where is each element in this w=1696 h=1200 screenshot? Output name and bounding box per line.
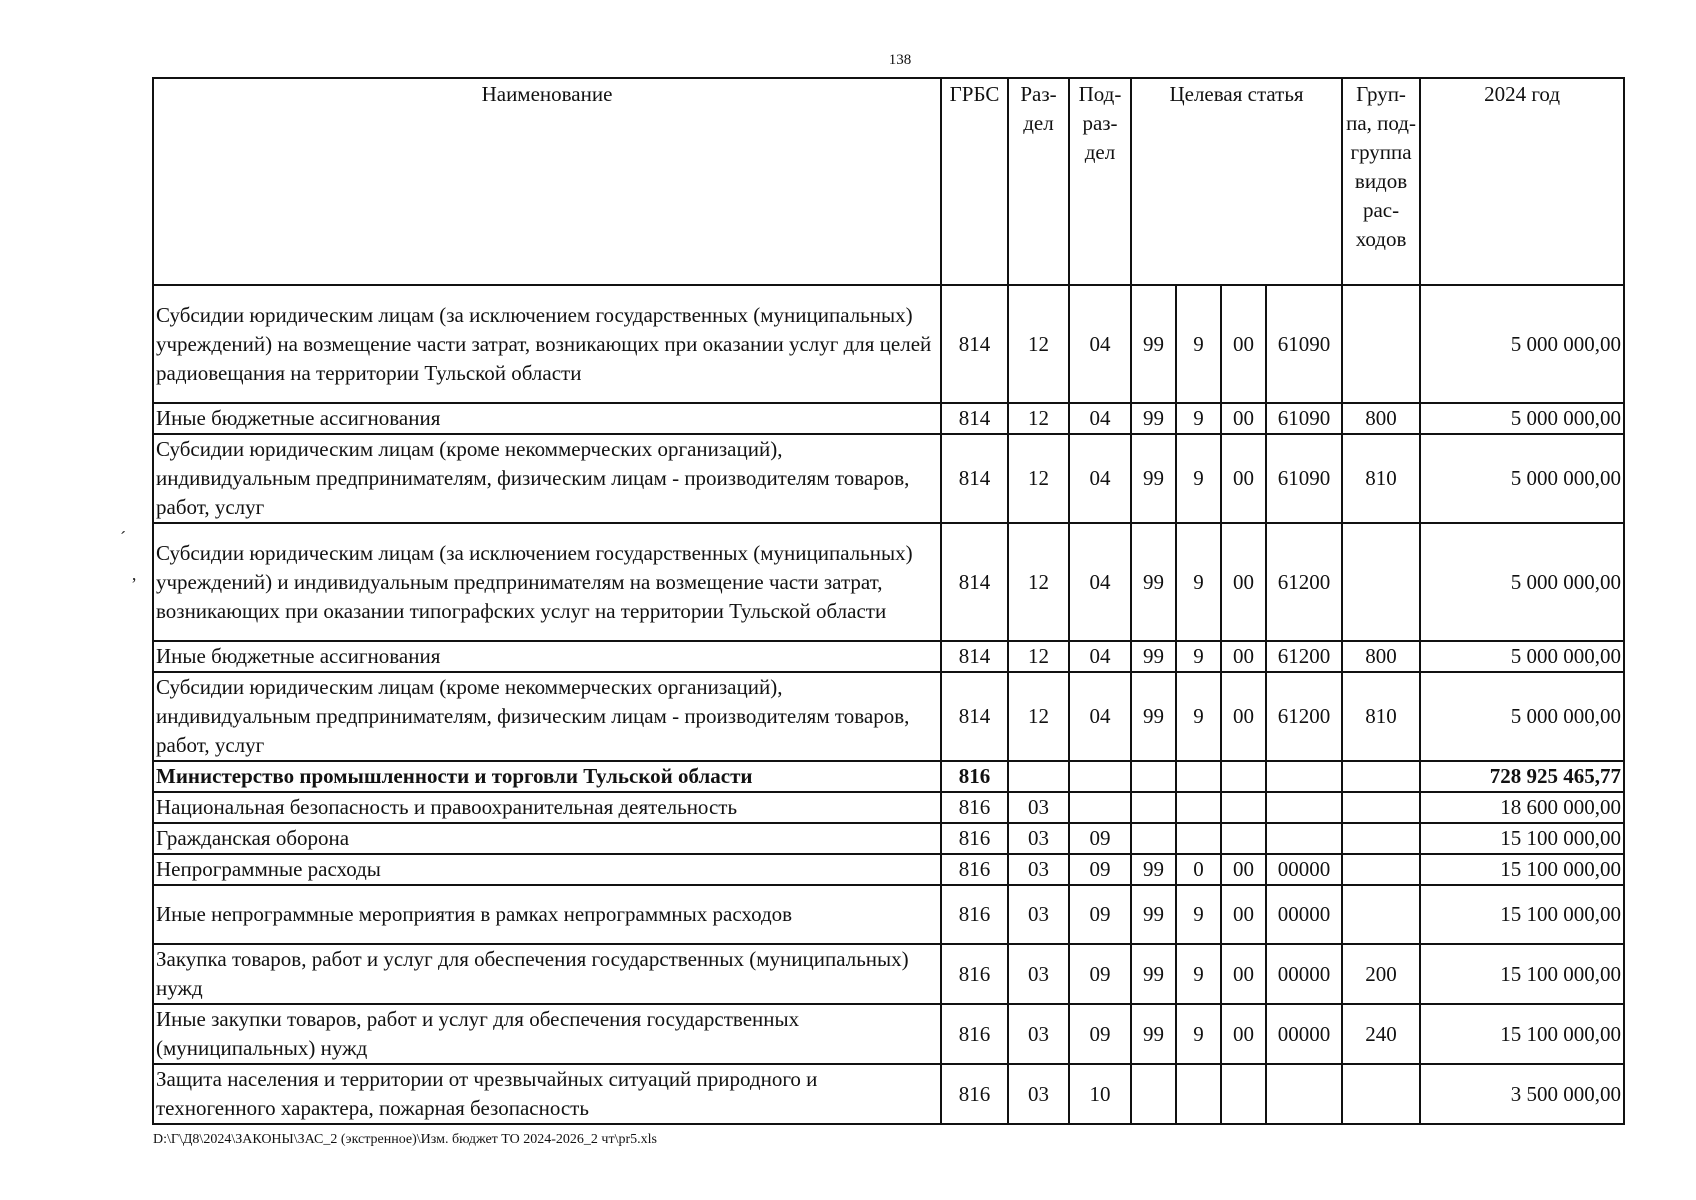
- cell-target-subdirection: 00: [1221, 944, 1266, 1004]
- table-row: [153, 1004, 1624, 1064]
- cell-amount: 5 000 000,00: [1420, 672, 1624, 761]
- cell-amount: 15 100 000,00: [1420, 885, 1624, 944]
- cell-grbs: 814: [941, 434, 1008, 523]
- cell-razdel: 12: [1008, 434, 1069, 523]
- cell-grbs: 816: [941, 1064, 1008, 1124]
- cell-expense-group: 200: [1342, 944, 1420, 1004]
- cell-target-direction: [1176, 761, 1221, 792]
- cell-target-direction: [1176, 792, 1221, 823]
- cell-grbs: 816: [941, 854, 1008, 885]
- cell-name: Иные непрограммные мероприятия в рамках непрограммных расходов: [153, 885, 941, 944]
- header-podrazdel: Под- раз- дел: [1069, 78, 1131, 285]
- cell-grbs: 814: [941, 672, 1008, 761]
- cell-target-subdirection: 00: [1221, 672, 1266, 761]
- table-row: [153, 285, 1624, 403]
- cell-target-subdirection: [1221, 1064, 1266, 1124]
- cell-target-subdirection: 00: [1221, 1004, 1266, 1064]
- cell-target-code: [1266, 823, 1342, 854]
- table-row-ministry: [153, 761, 1624, 792]
- cell-name: Закупка товаров, работ и услуг для обеспечения государственных (муниципальных) нужд: [153, 944, 941, 1004]
- cell-target-program: 99: [1131, 641, 1176, 672]
- cell-target-code: [1266, 761, 1342, 792]
- cell-razdel: 12: [1008, 641, 1069, 672]
- cell-grbs: 816: [941, 761, 1008, 792]
- cell-expense-group: [1342, 285, 1420, 403]
- cell-target-direction: 9: [1176, 885, 1221, 944]
- cell-grbs: 814: [941, 523, 1008, 641]
- cell-amount: 15 100 000,00: [1420, 854, 1624, 885]
- cell-razdel: [1008, 761, 1069, 792]
- cell-name: Субсидии юридическим лицам (кроме некоммерческих организаций), индивидуальным предпринимателям, физическим лицам - производителям товаров, работ, услуг: [153, 672, 941, 761]
- cell-razdel: 03: [1008, 1004, 1069, 1064]
- cell-target-code: 61200: [1266, 523, 1342, 641]
- cell-amount: 5 000 000,00: [1420, 285, 1624, 403]
- cell-podrazdel: 09: [1069, 885, 1131, 944]
- cell-amount: 3 500 000,00: [1420, 1064, 1624, 1124]
- cell-grbs: 816: [941, 885, 1008, 944]
- table-body: [153, 285, 1624, 1124]
- cell-name: Иные бюджетные ассигнования: [153, 403, 941, 434]
- cell-target-code: 61200: [1266, 672, 1342, 761]
- cell-name: Непрограммные расходы: [153, 854, 941, 885]
- cell-expense-group: [1342, 1064, 1420, 1124]
- cell-target-direction: 0: [1176, 854, 1221, 885]
- table-row: [153, 434, 1624, 523]
- cell-target-direction: 9: [1176, 523, 1221, 641]
- cell-target-program: 99: [1131, 672, 1176, 761]
- cell-podrazdel: 09: [1069, 823, 1131, 854]
- cell-target-code: 61090: [1266, 285, 1342, 403]
- cell-amount: 15 100 000,00: [1420, 1004, 1624, 1064]
- cell-amount: 5 000 000,00: [1420, 523, 1624, 641]
- cell-expense-group: 240: [1342, 1004, 1420, 1064]
- cell-expense-group: [1342, 792, 1420, 823]
- cell-podrazdel: 09: [1069, 1004, 1131, 1064]
- header-expense-group: Груп- па, под- группа видов рас- ходов: [1342, 78, 1420, 285]
- cell-target-code: 61090: [1266, 403, 1342, 434]
- table-row: [153, 854, 1624, 885]
- header-target-article: Целевая статья: [1131, 78, 1342, 285]
- footer-file-path: D:\Г\Д8\2024\ЗАКОНЫ\ЗАС_2 (экстренное)\Изм. бюджет ТО 2024-2026_2 чт\pr5.xls: [153, 1132, 657, 1147]
- cell-razdel: 03: [1008, 823, 1069, 854]
- page-number: 138: [888, 52, 912, 68]
- cell-name: Иные бюджетные ассигнования: [153, 641, 941, 672]
- cell-grbs: 816: [941, 792, 1008, 823]
- cell-podrazdel: 09: [1069, 854, 1131, 885]
- cell-target-direction: 9: [1176, 434, 1221, 523]
- budget-table: [152, 77, 1625, 1125]
- cell-razdel: 03: [1008, 854, 1069, 885]
- cell-target-code: 61090: [1266, 434, 1342, 523]
- header-grbs: ГРБС: [941, 78, 1008, 285]
- cell-grbs: 814: [941, 403, 1008, 434]
- cell-razdel: 03: [1008, 944, 1069, 1004]
- cell-target-direction: 9: [1176, 285, 1221, 403]
- cell-name: Национальная безопасность и правоохранительная деятельность: [153, 792, 941, 823]
- cell-expense-group: 800: [1342, 403, 1420, 434]
- cell-podrazdel: [1069, 792, 1131, 823]
- cell-expense-group: 800: [1342, 641, 1420, 672]
- cell-grbs: 816: [941, 823, 1008, 854]
- cell-target-program: 99: [1131, 944, 1176, 1004]
- cell-target-subdirection: 00: [1221, 854, 1266, 885]
- table-row: [153, 1064, 1624, 1124]
- cell-target-program: 99: [1131, 434, 1176, 523]
- cell-amount: 5 000 000,00: [1420, 403, 1624, 434]
- cell-grbs: 814: [941, 285, 1008, 403]
- cell-target-code: 00000: [1266, 885, 1342, 944]
- cell-target-subdirection: 00: [1221, 403, 1266, 434]
- cell-name: Гражданская оборона: [153, 823, 941, 854]
- cell-target-direction: 9: [1176, 672, 1221, 761]
- cell-target-direction: 9: [1176, 641, 1221, 672]
- cell-podrazdel: 04: [1069, 641, 1131, 672]
- cell-name: Субсидии юридическим лицам (кроме некоммерческих организаций), индивидуальным предпринимателям, физическим лицам - производителям товаров, работ, услуг: [153, 434, 941, 523]
- cell-target-subdirection: 00: [1221, 285, 1266, 403]
- table-row: [153, 641, 1624, 672]
- cell-name: Субсидии юридическим лицам (за исключением государственных (муниципальных) учреждений) и индивидуальным предпринимателям на возмещение части затрат, возникающих при оказании типографских услуг на территории Тульской области: [153, 523, 941, 641]
- cell-razdel: 03: [1008, 792, 1069, 823]
- cell-expense-group: [1342, 885, 1420, 944]
- cell-expense-group: [1342, 523, 1420, 641]
- cell-target-code: [1266, 1064, 1342, 1124]
- cell-target-subdirection: 00: [1221, 434, 1266, 523]
- cell-target-program: [1131, 792, 1176, 823]
- cell-name: Защита населения и территории от чрезвычайных ситуаций природного и техногенного характера, пожарная безопасность: [153, 1064, 941, 1124]
- cell-target-code: 00000: [1266, 854, 1342, 885]
- cell-name: Субсидии юридическим лицам (за исключением государственных (муниципальных) учреждений) на возмещение части затрат, возникающих при оказании услуг для целей радиовещания на территории Тульской области: [153, 285, 941, 403]
- cell-target-code: 00000: [1266, 944, 1342, 1004]
- cell-razdel: 12: [1008, 403, 1069, 434]
- cell-target-code: [1266, 792, 1342, 823]
- cell-razdel: 12: [1008, 672, 1069, 761]
- cell-podrazdel: 04: [1069, 672, 1131, 761]
- cell-target-subdirection: [1221, 823, 1266, 854]
- cell-expense-group: [1342, 854, 1420, 885]
- cell-name: Министерство промышленности и торговли Тульской области: [153, 761, 941, 792]
- cell-podrazdel: [1069, 761, 1131, 792]
- cell-amount: 15 100 000,00: [1420, 823, 1624, 854]
- cell-grbs: 816: [941, 1004, 1008, 1064]
- cell-expense-group: 810: [1342, 434, 1420, 523]
- cell-target-subdirection: [1221, 761, 1266, 792]
- margin-pen-mark: ʼ: [131, 574, 137, 594]
- cell-target-subdirection: 00: [1221, 523, 1266, 641]
- cell-expense-group: [1342, 761, 1420, 792]
- table-row: [153, 944, 1624, 1004]
- cell-podrazdel: 04: [1069, 434, 1131, 523]
- cell-target-program: 99: [1131, 885, 1176, 944]
- cell-target-program: 99: [1131, 854, 1176, 885]
- header-razdel: Раз- дел: [1008, 78, 1069, 285]
- cell-target-subdirection: 00: [1221, 641, 1266, 672]
- table-row: [153, 672, 1624, 761]
- cell-target-program: 99: [1131, 285, 1176, 403]
- header-year-2024: 2024 год: [1420, 78, 1624, 285]
- cell-podrazdel: 10: [1069, 1064, 1131, 1124]
- cell-grbs: 814: [941, 641, 1008, 672]
- cell-target-program: 99: [1131, 523, 1176, 641]
- cell-target-program: 99: [1131, 1004, 1176, 1064]
- table-header-row: [153, 78, 1624, 285]
- cell-podrazdel: 09: [1069, 944, 1131, 1004]
- cell-target-direction: [1176, 1064, 1221, 1124]
- cell-name: Иные закупки товаров, работ и услуг для обеспечения государственных (муниципальных) нужд: [153, 1004, 941, 1064]
- cell-target-code: 00000: [1266, 1004, 1342, 1064]
- header-name: Наименование: [153, 78, 941, 285]
- table-row: [153, 823, 1624, 854]
- margin-pen-mark: ´: [120, 528, 126, 548]
- table-row: [153, 523, 1624, 641]
- cell-target-subdirection: [1221, 792, 1266, 823]
- cell-razdel: 12: [1008, 285, 1069, 403]
- cell-target-subdirection: 00: [1221, 885, 1266, 944]
- cell-target-direction: 9: [1176, 1004, 1221, 1064]
- cell-target-direction: [1176, 823, 1221, 854]
- cell-target-direction: 9: [1176, 403, 1221, 434]
- cell-target-code: 61200: [1266, 641, 1342, 672]
- cell-podrazdel: 04: [1069, 285, 1131, 403]
- table-row: [153, 403, 1624, 434]
- cell-expense-group: [1342, 823, 1420, 854]
- cell-target-direction: 9: [1176, 944, 1221, 1004]
- cell-razdel: 03: [1008, 885, 1069, 944]
- cell-amount: 728 925 465,77: [1420, 761, 1624, 792]
- cell-grbs: 816: [941, 944, 1008, 1004]
- cell-amount: 5 000 000,00: [1420, 434, 1624, 523]
- cell-podrazdel: 04: [1069, 403, 1131, 434]
- cell-razdel: 03: [1008, 1064, 1069, 1124]
- cell-target-program: 99: [1131, 403, 1176, 434]
- table-row: [153, 885, 1624, 944]
- cell-podrazdel: 04: [1069, 523, 1131, 641]
- cell-amount: 5 000 000,00: [1420, 641, 1624, 672]
- cell-amount: 15 100 000,00: [1420, 944, 1624, 1004]
- cell-target-program: [1131, 823, 1176, 854]
- cell-amount: 18 600 000,00: [1420, 792, 1624, 823]
- cell-expense-group: 810: [1342, 672, 1420, 761]
- table-row: [153, 792, 1624, 823]
- cell-target-program: [1131, 1064, 1176, 1124]
- cell-target-program: [1131, 761, 1176, 792]
- cell-razdel: 12: [1008, 523, 1069, 641]
